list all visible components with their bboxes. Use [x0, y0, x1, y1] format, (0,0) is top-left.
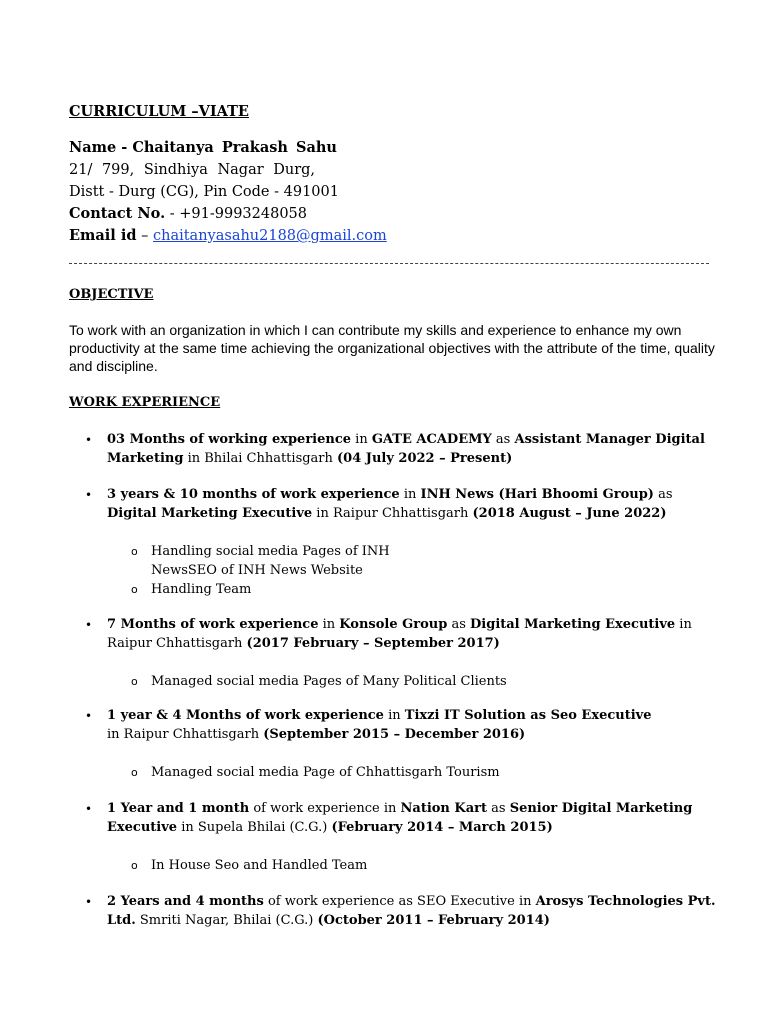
bullet-icon: •: [85, 433, 93, 447]
address-line-2: Distt - Durg (CG), Pin Code - 491001: [69, 184, 339, 200]
sub-item: [131, 672, 691, 691]
circle-bullet-icon: o: [131, 545, 138, 558]
bullet-icon: •: [85, 488, 93, 502]
contact-number: - +91-9993248058: [165, 206, 308, 222]
email-label: Email id: [69, 227, 137, 244]
email-separator: –: [136, 228, 153, 244]
bullet-icon: •: [85, 709, 93, 723]
work-item: [85, 431, 719, 468]
sub-item-text: Managed social media Pages of Many Political Clients: [151, 674, 507, 689]
work-item: [85, 707, 719, 744]
email-link[interactable]: chaitanyasahu2188@gmail.com: [152, 228, 387, 244]
circle-bullet-icon: o: [131, 859, 138, 872]
contact-label: Contact No.: [69, 205, 166, 222]
work-item-text: 2 Years and 4 months of work experience as SEO Executive in Arosys Technologies Pvt. Ltd. Smriti Nagar, Bhilai (C.G.) (October 2011 – February 2014): [107, 894, 716, 928]
work-item-text: 1 year & 4 Months of work experience in Tixzi IT Solution as Seo Executive in Raipur Chhattisgarh (September 2015 – December 2016): [107, 708, 652, 742]
circle-bullet-icon: o: [131, 766, 138, 779]
sub-item-text: Handling social media Pages of INH NewsSEO of INH News Website: [151, 544, 390, 578]
candidate-name: Chaitanya Prakash Sahu: [132, 139, 337, 156]
work-experience-heading: WORK EXPERIENCE: [69, 395, 221, 410]
work-item: [85, 893, 719, 930]
work-item-text: 03 Months of working experience in GATE ACADEMY as Assistant Manager Digital Marketing in Bhilai Chhattisgarh (04 July 2022 – Present): [107, 432, 705, 466]
name-line: [69, 139, 337, 157]
sub-item-text: Handling Team: [151, 582, 252, 597]
sub-item: [131, 763, 691, 782]
bullet-icon: •: [85, 802, 93, 816]
work-item: [85, 486, 719, 523]
work-item-text: 1 Year and 1 month of work experience in Nation Kart as Senior Digital Marketing Executive in Supela Bhilai (C.G.) (February 2014 – March 2015): [107, 801, 693, 835]
email-line: [69, 227, 387, 245]
circle-bullet-icon: o: [131, 583, 138, 596]
name-label: Name -: [69, 139, 133, 156]
address-line-1: 21/ 799, Sindhiya Nagar Durg,: [69, 162, 316, 178]
sub-item-text: In House Seo and Handled Team: [151, 858, 368, 873]
bullet-icon: •: [85, 618, 93, 632]
work-item-text: 7 Months of work experience in Konsole Group as Digital Marketing Executive in Raipur Chhattisgarh (2017 February – September 2017): [107, 617, 692, 651]
sub-item: [131, 856, 691, 875]
work-item-text: 3 years & 10 months of work experience in INH News (Hari Bhoomi Group) as Digital Marketing Executive in Raipur Chhattisgarh (2018 August – June 2022): [107, 487, 673, 521]
objective-heading: OBJECTIVE: [69, 287, 154, 302]
objective-text: To work with an organization in which I can contribute my skills and experience to enhance my own productivity at the same time achieving the organizational objectives with the attribute of the time, quality and discipline.: [69, 322, 715, 374]
divider-rule: [69, 263, 709, 264]
sub-item: [131, 580, 691, 599]
document-title: CURRICULUM –VIATE: [69, 103, 249, 120]
sub-item: [131, 542, 691, 580]
sub-item-text: Managed social media Page of Chhattisgarh Tourism: [151, 765, 500, 780]
contact-line: [69, 205, 307, 223]
circle-bullet-icon: o: [131, 675, 138, 688]
bullet-icon: •: [85, 895, 93, 909]
work-item: [85, 800, 719, 837]
work-item: [85, 616, 719, 653]
